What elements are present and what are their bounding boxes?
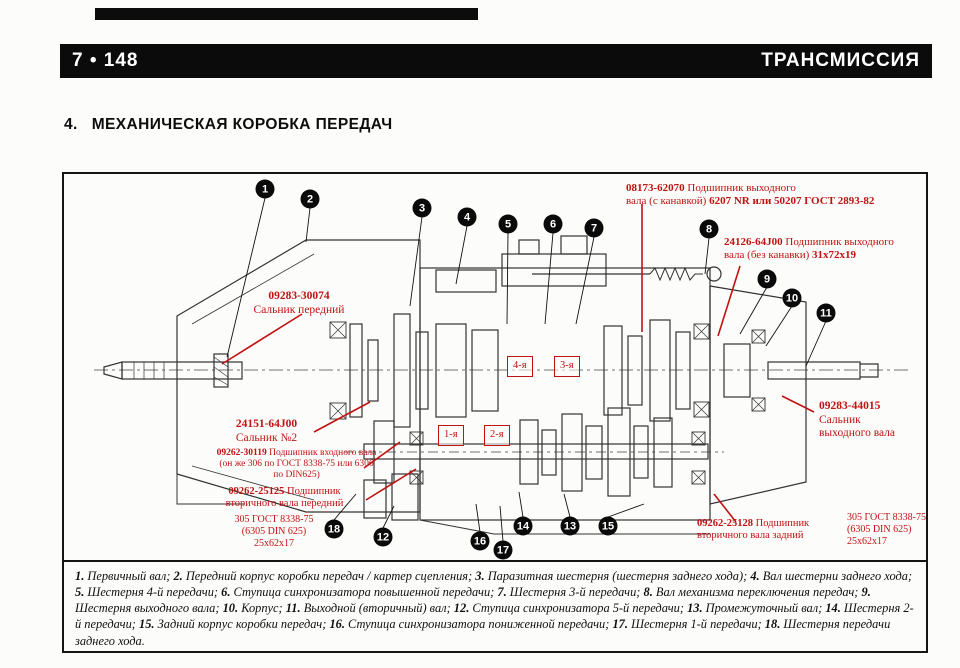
callout-18: 18 xyxy=(325,520,344,539)
part-label-output-bearing-plain: 24126-64J00 Подшипник выходного вала (без канавки) 31х72х19 xyxy=(724,236,894,261)
gear-tag-2-я: 2-я xyxy=(484,425,510,446)
callout-14: 14 xyxy=(514,517,533,536)
section-title: ТРАНСМИССИЯ xyxy=(761,50,920,71)
part-label-seal-2: 24151-64J00 Сальник №2 xyxy=(235,418,298,444)
part-label-gost-rear: 305 ГОСТ 8338-75 (6305 DIN 625) 25х62х17 xyxy=(847,512,926,547)
callout-10: 10 xyxy=(783,289,802,308)
callout-9: 9 xyxy=(758,270,777,289)
page-title-text: МЕХАНИЧЕСКАЯ КОРОБКА ПЕРЕДАЧ xyxy=(91,116,393,134)
part-label-output-bearing-grooved: 08173-62070 Подшипник выходного вала (с канавкой) 6207 NR или 50207 ГОСТ 2893-82 xyxy=(626,182,875,207)
callout-5: 5 xyxy=(499,215,518,234)
page-title xyxy=(64,116,393,134)
callout-17: 17 xyxy=(494,541,513,560)
part-label-input-bearing: 09262-30119 Подшипник входного вала (он же 306 по ГОСТ 8338-75 или 6306 по DIN625) xyxy=(216,448,377,481)
callout-3: 3 xyxy=(413,199,432,218)
part-label-output-seal: 09283-44015 Сальник выходного вала xyxy=(819,400,896,440)
page-title-number: 4. xyxy=(64,116,78,134)
callout-4: 4 xyxy=(458,208,477,227)
callout-12: 12 xyxy=(374,528,393,547)
part-label-secondary-bearing-front: 09262-25125 Подшипник вторичного вала передний xyxy=(225,486,344,510)
callout-7: 7 xyxy=(585,219,604,238)
gear-tag-1-я: 1-я xyxy=(438,425,464,446)
callout-13: 13 xyxy=(561,517,580,536)
callout-1: 1 xyxy=(256,180,275,199)
part-label-gost-front: 305 ГОСТ 8338-75 (6305 DIN 625) 25х62х17 xyxy=(234,514,314,549)
callout-2: 2 xyxy=(301,190,320,209)
page-number: 7 • 148 xyxy=(72,50,139,71)
legend xyxy=(64,560,926,651)
gearbox-figure xyxy=(62,172,928,653)
gear-tag-3-я: 3-я xyxy=(554,356,580,377)
gearbox-diagram xyxy=(64,174,926,560)
gear-tag-4-я: 4-я xyxy=(507,356,533,377)
callout-15: 15 xyxy=(599,517,618,536)
scan-artifact xyxy=(95,8,478,20)
callout-8: 8 xyxy=(700,220,719,239)
part-label-secondary-bearing-rear: 09262-25128 Подшипник вторичного вала задний xyxy=(697,518,810,542)
callout-11: 11 xyxy=(817,304,836,323)
part-label-front-seal: 09283-30074 Сальник передний xyxy=(253,290,345,316)
callout-6: 6 xyxy=(544,215,563,234)
legend-text: 1. Первичный вал; 2. Передний корпус коробки передач / картер сцепления; 3. Паразитная шестерня (шестерня заднего хода); 4. Вал шестерни заднего хода; 5. Шестерня 4-й передачи; 6. Ступица синхронизатора повышенной передачи; 7. Шестерня 3-й передачи; 8. Вал механизма переключения передач; 9. Шестерня выходного вала; 10. Корпус; 11. Выходной (вторичный) вал; 12. Ступица синхронизатора 5-й передачи; 13. Промежуточный вал; 14. Шестерня 2-й передачи; 15. Задний корпус коробки передач; 16. Ступица синхронизатора пониженной передачи; 17. Шестерня 1-й передачи; 18. Шестерня передачи заднего хода. xyxy=(75,569,914,648)
page-header xyxy=(60,44,932,78)
callout-16: 16 xyxy=(471,532,490,551)
callout-layer xyxy=(64,174,926,560)
